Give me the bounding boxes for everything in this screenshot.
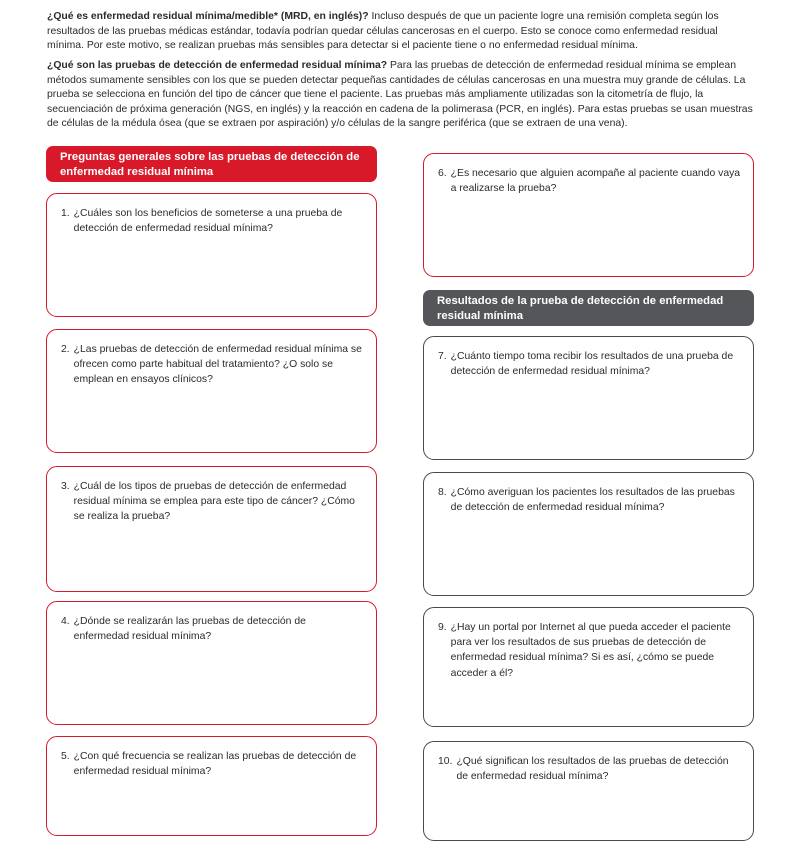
question-text: ¿Cómo averiguan los pacientes los resultados de las pruebas de detección de enfermedad residual mínima? — [450, 487, 735, 514]
question-box-4[interactable] — [46, 601, 377, 725]
question-number: 10. — [438, 756, 453, 767]
intro-mrd-answer: Incluso después de que un paciente logre una remisión completa según los resultados de las pruebas médicas estándar, todavía podrían quedar células cancerosas en el cuerpo. Esto se conoce como enfermedad residual mínima. Por este motivo, se realizan pruebas más sensibles para detectar si el paciente tiene o no enfermedad residual mínima. — [47, 11, 719, 52]
intro-mrd-tests — [47, 59, 755, 132]
intro-tests-answer: Para las pruebas de detección de enfermedad residual mínima se emplean métodos sumamente sensibles con los que se pueden detectar pequeñas cantidades de células cancerosas en una muestra muy grande de células. La prueba se selecciona en función del tipo de cáncer que tiene el paciente. Las pruebas más ampliamente utilizadas son la citometría de flujo, la secuenciación de próxima generación (NGS, en inglés) y la reacción en cadena de la polimerasa (PCR, en inglés). Para estas pruebas se usan muestras de células de la médula ósea (que se extraen por aspiración) y/o células de la sangre periférica (que se extraen de una vena). — [47, 60, 753, 130]
question-text: ¿Cuánto tiempo toma recibir los resultados de una prueba de detección de enfermedad residual mínima? — [450, 351, 734, 378]
question-text: ¿Cuál de los tipos de pruebas de detección de enfermedad residual mínima se emplea para este tipo de cáncer? ¿Cómo se realiza la prueba? — [73, 481, 355, 523]
question-number: 3. — [61, 481, 70, 492]
question-number: 9. — [438, 622, 447, 633]
question-box-5[interactable] — [46, 736, 377, 836]
question-box-7[interactable] — [423, 336, 754, 460]
question-text: ¿Cuáles son los beneficios de someterse a una prueba de detección de enfermedad residual mínima? — [73, 208, 343, 235]
question-number: 2. — [61, 344, 70, 355]
question-number: 4. — [61, 616, 70, 627]
question-box-10[interactable] — [423, 741, 754, 841]
intro-mrd-definition — [47, 10, 755, 54]
question-box-2[interactable] — [46, 329, 377, 453]
question-box-1[interactable] — [46, 193, 377, 317]
section-header-test-results: Resultados de la prueba de detección de enfermedad residual mínima — [423, 290, 754, 326]
question-number: 5. — [61, 751, 70, 762]
question-box-9[interactable] — [423, 607, 754, 727]
section-header-general-questions: Preguntas generales sobre las pruebas de detección de enfermedad residual mínima — [46, 146, 377, 182]
question-text: ¿Dónde se realizarán las pruebas de detección de enfermedad residual mínima? — [73, 616, 306, 643]
question-text: ¿Hay un portal por Internet al que pueda acceder el paciente para ver los resultados de sus pruebas de detección de enfermedad residual mínima? Si es así, ¿cómo se puede acceder a él? — [450, 622, 731, 679]
question-number: 6. — [438, 168, 447, 179]
intro-tests-question: ¿Qué son las pruebas de detección de enfermedad residual mínima? — [47, 60, 388, 71]
question-number: 7. — [438, 351, 447, 362]
question-text: ¿Qué significan los resultados de las pruebas de detección de enfermedad residual mínima? — [456, 756, 729, 783]
question-number: 8. — [438, 487, 447, 498]
question-number: 1. — [61, 208, 70, 219]
question-text: ¿Es necesario que alguien acompañe al paciente cuando vaya a realizarse la prueba? — [450, 168, 741, 195]
intro-mrd-question: ¿Qué es enfermedad residual mínima/medible* (MRD, en inglés)? — [47, 11, 369, 22]
question-box-8[interactable] — [423, 472, 754, 596]
question-box-3[interactable] — [46, 466, 377, 592]
question-box-6[interactable] — [423, 153, 754, 277]
question-text: ¿Con qué frecuencia se realizan las pruebas de detección de enfermedad residual mínima? — [73, 751, 357, 778]
question-text: ¿Las pruebas de detección de enfermedad residual mínima se ofrecen como parte habitual del tratamiento? ¿O solo se emplean en ensayos clínicos? — [73, 344, 362, 386]
